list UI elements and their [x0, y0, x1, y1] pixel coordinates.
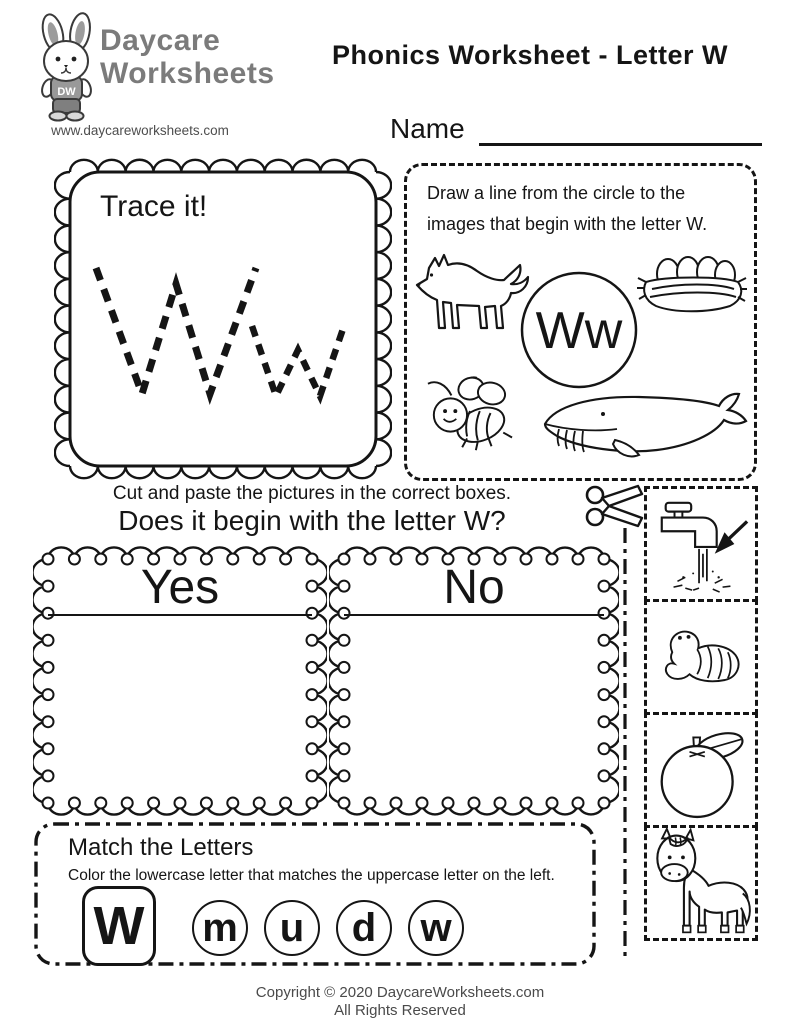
scissors-icon — [584, 481, 644, 531]
copyright-line: Copyright © 2020 DaycareWorksheets.com — [255, 984, 545, 1001]
cutout-worm[interactable] — [644, 599, 758, 715]
no-label: No — [443, 561, 505, 614]
wolf-image[interactable] — [411, 248, 533, 334]
uppercase-letter-tile: W — [82, 886, 156, 966]
site-url: www.daycareworksheets.com — [51, 123, 229, 138]
cutout-water-faucet[interactable] — [644, 486, 758, 602]
name-input-line[interactable] — [479, 103, 762, 146]
draw-line-section — [404, 163, 757, 481]
lowercase-option-w[interactable]: w — [408, 900, 464, 956]
match-instruction: Color the lowercase letter that matches the uppercase letter on the left. — [68, 867, 555, 884]
lowercase-option-d[interactable]: d — [336, 900, 392, 956]
circle-letters: Ww — [535, 302, 623, 360]
bunny-mascot-icon — [28, 12, 108, 122]
yes-label: Yes — [140, 561, 220, 614]
bee-image[interactable] — [421, 370, 519, 458]
yes-divider — [48, 614, 312, 616]
page-title: Phonics Worksheet - Letter W — [331, 40, 729, 70]
worm-image — [655, 625, 747, 689]
cut-line — [619, 528, 631, 958]
trace-heading: Trace it! — [100, 190, 208, 223]
logo-badge: DW — [57, 86, 76, 98]
rights-line: All Rights Reserved — [334, 1002, 466, 1019]
orange-image — [655, 720, 747, 820]
dashed-trace-letters[interactable] — [84, 256, 364, 406]
cutout-horse[interactable] — [644, 825, 758, 941]
no-box — [329, 544, 619, 818]
name-label: Name — [390, 113, 465, 144]
cut-paste-instruction: Cut and paste the pictures in the correct boxes. — [112, 483, 512, 504]
cutout-strip — [644, 486, 758, 941]
brand-name: Daycare Worksheets — [100, 24, 275, 90]
arrow-icon — [715, 521, 747, 553]
yes-box — [33, 544, 327, 818]
trace-section — [54, 156, 392, 482]
name-row — [390, 106, 762, 146]
letter-circle[interactable] — [517, 268, 641, 392]
horse-image — [649, 827, 753, 939]
cutout-orange[interactable] — [644, 712, 758, 828]
lowercase-option-u[interactable]: u — [264, 900, 320, 956]
sorting-question: Does it begin with the letter W? — [118, 505, 506, 536]
draw-instruction: Draw a line from the circle to the images that begin with the letter W. — [427, 183, 708, 234]
whale-image[interactable] — [539, 384, 751, 466]
no-divider — [344, 614, 604, 616]
lowercase-option-m[interactable]: m — [192, 900, 248, 956]
match-letters-section — [34, 822, 596, 966]
water-faucet-image — [650, 492, 752, 596]
nest-with-eggs-image[interactable] — [636, 252, 748, 320]
match-heading: Match the Letters — [68, 834, 254, 861]
